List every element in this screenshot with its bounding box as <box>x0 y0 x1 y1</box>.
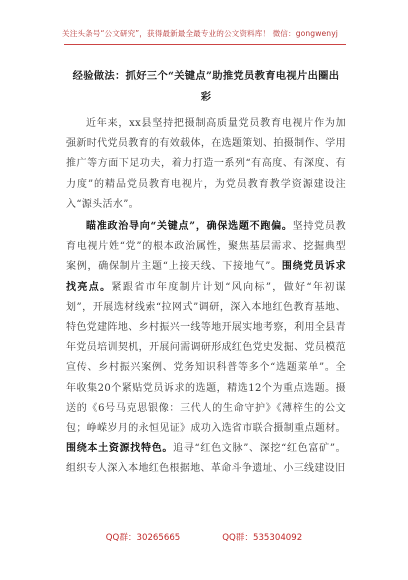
subsection-text: 紧跟省市年度制片计划“风向标”，做好“年初谋划”，开展选材线索“拉网式”调研，深入本地红色教育基地、特色党建阵地、乡村振兴一线等地开展实地考察，利用全县青年党员培训契机，开展问需调研形成红色党史发掘、党员模范宣传、乡村振兴案例、党务知识科普等多个“选题菜单”。全年收集20个紧贴党员诉求的选题，精选12个为重点选题。摄送的《6号马克思银像：三代人的生命守护》《薄梓生的公文包；峥嵘岁月的永恒见证》成功入选省市联合摄制重点题材。 <box>66 281 346 435</box>
subsection-text: 追寻“红色文脉”、深挖“红色富矿”。组织专人深入本地红色根据地、革命斗争遗址、小三线建设旧 <box>66 443 346 475</box>
subsection-heading: 围绕本土资源找特色。 <box>66 443 174 455</box>
subsection-heading: 围绕党员诉求找亮点。 <box>66 261 346 293</box>
section-text: 坚持党员教育电视片姓“党”的根本政治属性，聚焦基层需求、挖掘典型案例，确保制片主题“上接天线、下接地气”。 <box>66 221 346 273</box>
footer <box>0 531 408 543</box>
footer-qq-group-2: QQ群：535304092 <box>222 533 303 543</box>
footer-qq-group-1: QQ群：30265665 <box>105 533 181 543</box>
intro-paragraph: 近年来，xx县坚持把摄制高质量党员教育电视片作为加强新时代党员教育的有效载体，在选题策划、拍摄制作、学用推广等方面下足功夫，着力打造一系列“有高度、有深度、有力度”的精品党员教育电视片，为党员教育教学资源建设注入“源头活水”。 <box>66 118 346 210</box>
document-body <box>66 114 346 526</box>
section-heading: 瞄准政治导向“关键点”，确保选题不跑偏。 <box>86 221 293 233</box>
document-title: 经验做法：抓好三个“关键点”助推党员教育电视片出圈出彩 <box>72 70 340 103</box>
header-divider <box>64 44 346 45</box>
header-banner: 关注头条号“公文研究”，获得最新最全最专业的公文资料库！ 微信：gongwenyj <box>62 29 338 38</box>
section-paragraph <box>66 217 346 480</box>
